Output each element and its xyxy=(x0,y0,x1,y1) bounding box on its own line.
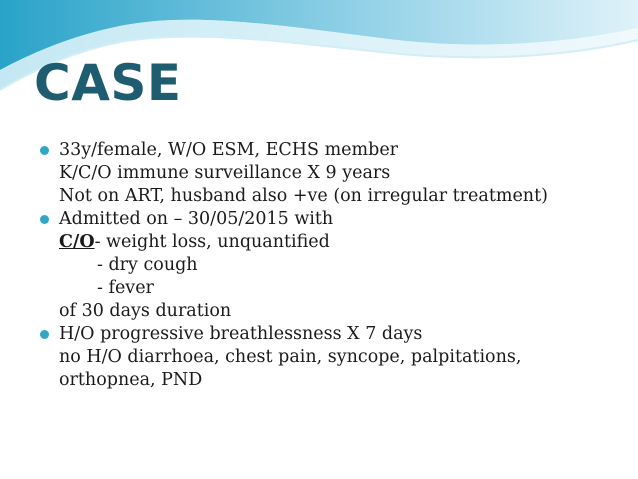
bullet-item-history xyxy=(40,323,620,391)
bullet-dot-icon xyxy=(40,215,49,224)
bullet-line: K/C/O immune surveillance X 9 years xyxy=(59,162,391,183)
complaints-line xyxy=(59,231,620,254)
bullet-line: orthopnea, PND xyxy=(59,369,203,390)
slide-title: CASE xyxy=(34,54,182,112)
complaints-text: - weight loss, unquantified xyxy=(94,232,330,253)
complaints-label: C/O xyxy=(59,232,95,253)
bullet-line: 33y/female, W/O ESM, ECHS member xyxy=(59,140,399,160)
duration-line: of 30 days duration xyxy=(59,300,232,321)
bullet-dot-icon xyxy=(40,330,49,339)
complaint-sub-item: - dry cough xyxy=(97,254,198,275)
bullet-item-admission xyxy=(40,208,620,322)
complaint-sub-item: - fever xyxy=(97,277,154,298)
bullet-line: Not on ART, husband also +ve (on irregular treatment) xyxy=(59,185,548,206)
bullet-dot-icon xyxy=(40,146,49,155)
bullet-line: Admitted on – 30/05/2015 with xyxy=(59,209,334,230)
slide-content xyxy=(40,139,620,393)
bullet-item-patient-profile xyxy=(40,139,620,207)
bullet-line: H/O progressive breathlessness X 7 days xyxy=(59,324,423,345)
bullet-line: no H/O diarrhoea, chest pain, syncope, palpitations, xyxy=(59,347,522,368)
